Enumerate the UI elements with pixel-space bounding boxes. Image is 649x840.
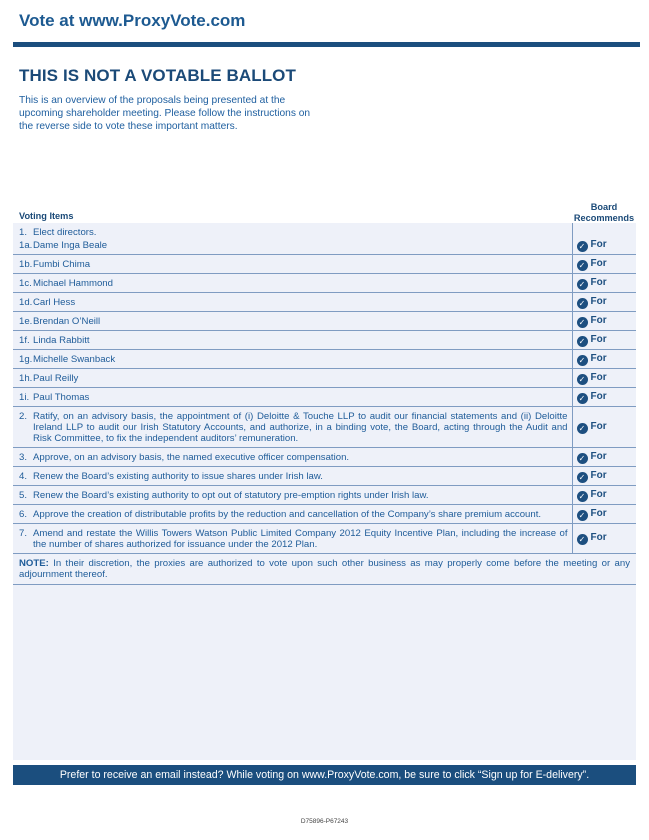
- item-number: 7.: [13, 524, 33, 554]
- board-header-line2: Recommends: [573, 212, 635, 223]
- item-description: Renew the Board’s existing authority to issue shares under Irish law.: [33, 467, 572, 486]
- check-circle-icon: ✓: [577, 472, 588, 483]
- item-description: Carl Hess: [33, 293, 572, 312]
- board-recommendation: ✓ For: [572, 350, 636, 369]
- table-row: [13, 486, 636, 505]
- board-recommendation: ✓ For: [572, 505, 636, 524]
- item-number: 1e.: [13, 312, 33, 331]
- table-row: [13, 448, 636, 467]
- check-circle-icon: ✓: [577, 298, 588, 309]
- item-description: Approve, on an advisory basis, the named executive officer compensation.: [33, 448, 572, 467]
- board-recommends-header: [571, 202, 637, 223]
- table-row: [13, 524, 636, 554]
- board-recommendation: ✓ For: [572, 255, 636, 274]
- item-description: Elect directors. Dame Inga Beale: [33, 223, 572, 255]
- item-number: 3.: [13, 448, 33, 467]
- table-row: [13, 407, 636, 448]
- table-row: [13, 350, 636, 369]
- item-number: 1h.: [13, 369, 33, 388]
- document-id: D75896-P67243: [300, 818, 349, 825]
- item-description: Brendan O’Neill: [33, 312, 572, 331]
- board-recommendation: ✓ For: [572, 312, 636, 331]
- item-number: 1i.: [13, 388, 33, 407]
- table-row: [13, 274, 636, 293]
- board-recommendation: ✓ For: [572, 486, 636, 505]
- check-circle-icon: ✓: [577, 491, 588, 502]
- check-circle-icon: ✓: [577, 355, 588, 366]
- board-recommendation: ✓ For: [572, 524, 636, 554]
- check-circle-icon: ✓: [577, 241, 588, 252]
- item-number: 1d.: [13, 293, 33, 312]
- note-text: [13, 554, 636, 585]
- item-number: 1c.: [13, 274, 33, 293]
- board-recommendation: ✓ For: [572, 407, 636, 448]
- board-recommendation: ✓ For: [572, 448, 636, 467]
- note-label: NOTE:: [19, 558, 49, 569]
- item-description: Michelle Swanback: [33, 350, 572, 369]
- item-number: 1g.: [13, 350, 33, 369]
- item-number: 2.: [13, 407, 33, 448]
- item-number: 5.: [13, 486, 33, 505]
- board-recommendation: ✓ For: [572, 274, 636, 293]
- board-recommendation: ✓ For: [572, 467, 636, 486]
- table-row: [13, 255, 636, 274]
- item-description: Amend and restate the Willis Towers Watson Public Limited Company 2012 Equity Incentive Plan, including the increase of the number of shares authorized for issuance under the 2012 Plan.: [33, 524, 572, 554]
- table-row: [13, 369, 636, 388]
- check-circle-icon: ✓: [577, 336, 588, 347]
- header-url: Vote at www.ProxyVote.com: [19, 11, 246, 30]
- table-row: [13, 223, 636, 255]
- check-circle-icon: ✓: [577, 279, 588, 290]
- board-recommendation: ✓ For: [572, 331, 636, 350]
- item-number: 4.: [13, 467, 33, 486]
- item-description: Linda Rabbitt: [33, 331, 572, 350]
- table-row: [13, 293, 636, 312]
- item-description: Fumbi Chima: [33, 255, 572, 274]
- board-recommendation: ✓ For: [572, 293, 636, 312]
- item-description: Renew the Board’s existing authority to opt out of statutory pre-emption rights under Irish law.: [33, 486, 572, 505]
- voting-items-header: Voting Items: [19, 211, 74, 221]
- board-recommendation: ✓ For: [572, 369, 636, 388]
- board-recommendation: ✓ For: [572, 223, 636, 255]
- note-row: [13, 554, 636, 585]
- table-row: [13, 312, 636, 331]
- item-description: Approve the creation of distributable profits by the reduction and cancellation of the Company’s share premium account.: [33, 505, 572, 524]
- item-description: Paul Thomas: [33, 388, 572, 407]
- item-number: 1b.: [13, 255, 33, 274]
- check-circle-icon: ✓: [577, 317, 588, 328]
- table-row: [13, 331, 636, 350]
- check-circle-icon: ✓: [577, 260, 588, 271]
- board-recommendation: ✓ For: [572, 388, 636, 407]
- check-circle-icon: ✓: [577, 393, 588, 404]
- board-header-line1: Board: [590, 202, 618, 212]
- header-divider: [13, 42, 640, 47]
- page-title: THIS IS NOT A VOTABLE BALLOT: [19, 66, 296, 85]
- intro-text: This is an overview of the proposals being presented at the upcoming shareholder meeting. Please follow the instructions on the reverse side to vote these important matters.: [19, 95, 311, 132]
- item-number: 6.: [13, 505, 33, 524]
- item-description: Paul Reilly: [33, 369, 572, 388]
- table-row: [13, 505, 636, 524]
- item-description: Ratify, on an advisory basis, the appointment of (i) Deloitte & Touche LLP to audit our financial statements and (ii) Deloitte Ireland LLP to audit our Irish Statutory Accounts, and authorize, in a binding vote, the Board, acting through the Audit and Risk Committee, to fix the independent auditors’ remuneration.: [33, 407, 572, 448]
- table-row: [13, 388, 636, 407]
- check-circle-icon: ✓: [577, 534, 588, 545]
- voting-items-table: [13, 223, 636, 585]
- note-body: In their discretion, the proxies are authorized to vote upon such other business as may properly come before the meeting or any adjournment thereof.: [19, 558, 630, 580]
- check-circle-icon: ✓: [577, 510, 588, 521]
- check-circle-icon: ✓: [577, 423, 588, 434]
- item-number: 1f.: [13, 331, 33, 350]
- edelivery-banner: Prefer to receive an email instead? While voting on www.ProxyVote.com, be sure to click “Sign up for E-delivery”.: [13, 765, 636, 785]
- item-description: Michael Hammond: [33, 274, 572, 293]
- table-row: [13, 467, 636, 486]
- check-circle-icon: ✓: [577, 453, 588, 464]
- item-number: 1. 1a.: [13, 223, 33, 255]
- check-circle-icon: ✓: [577, 374, 588, 385]
